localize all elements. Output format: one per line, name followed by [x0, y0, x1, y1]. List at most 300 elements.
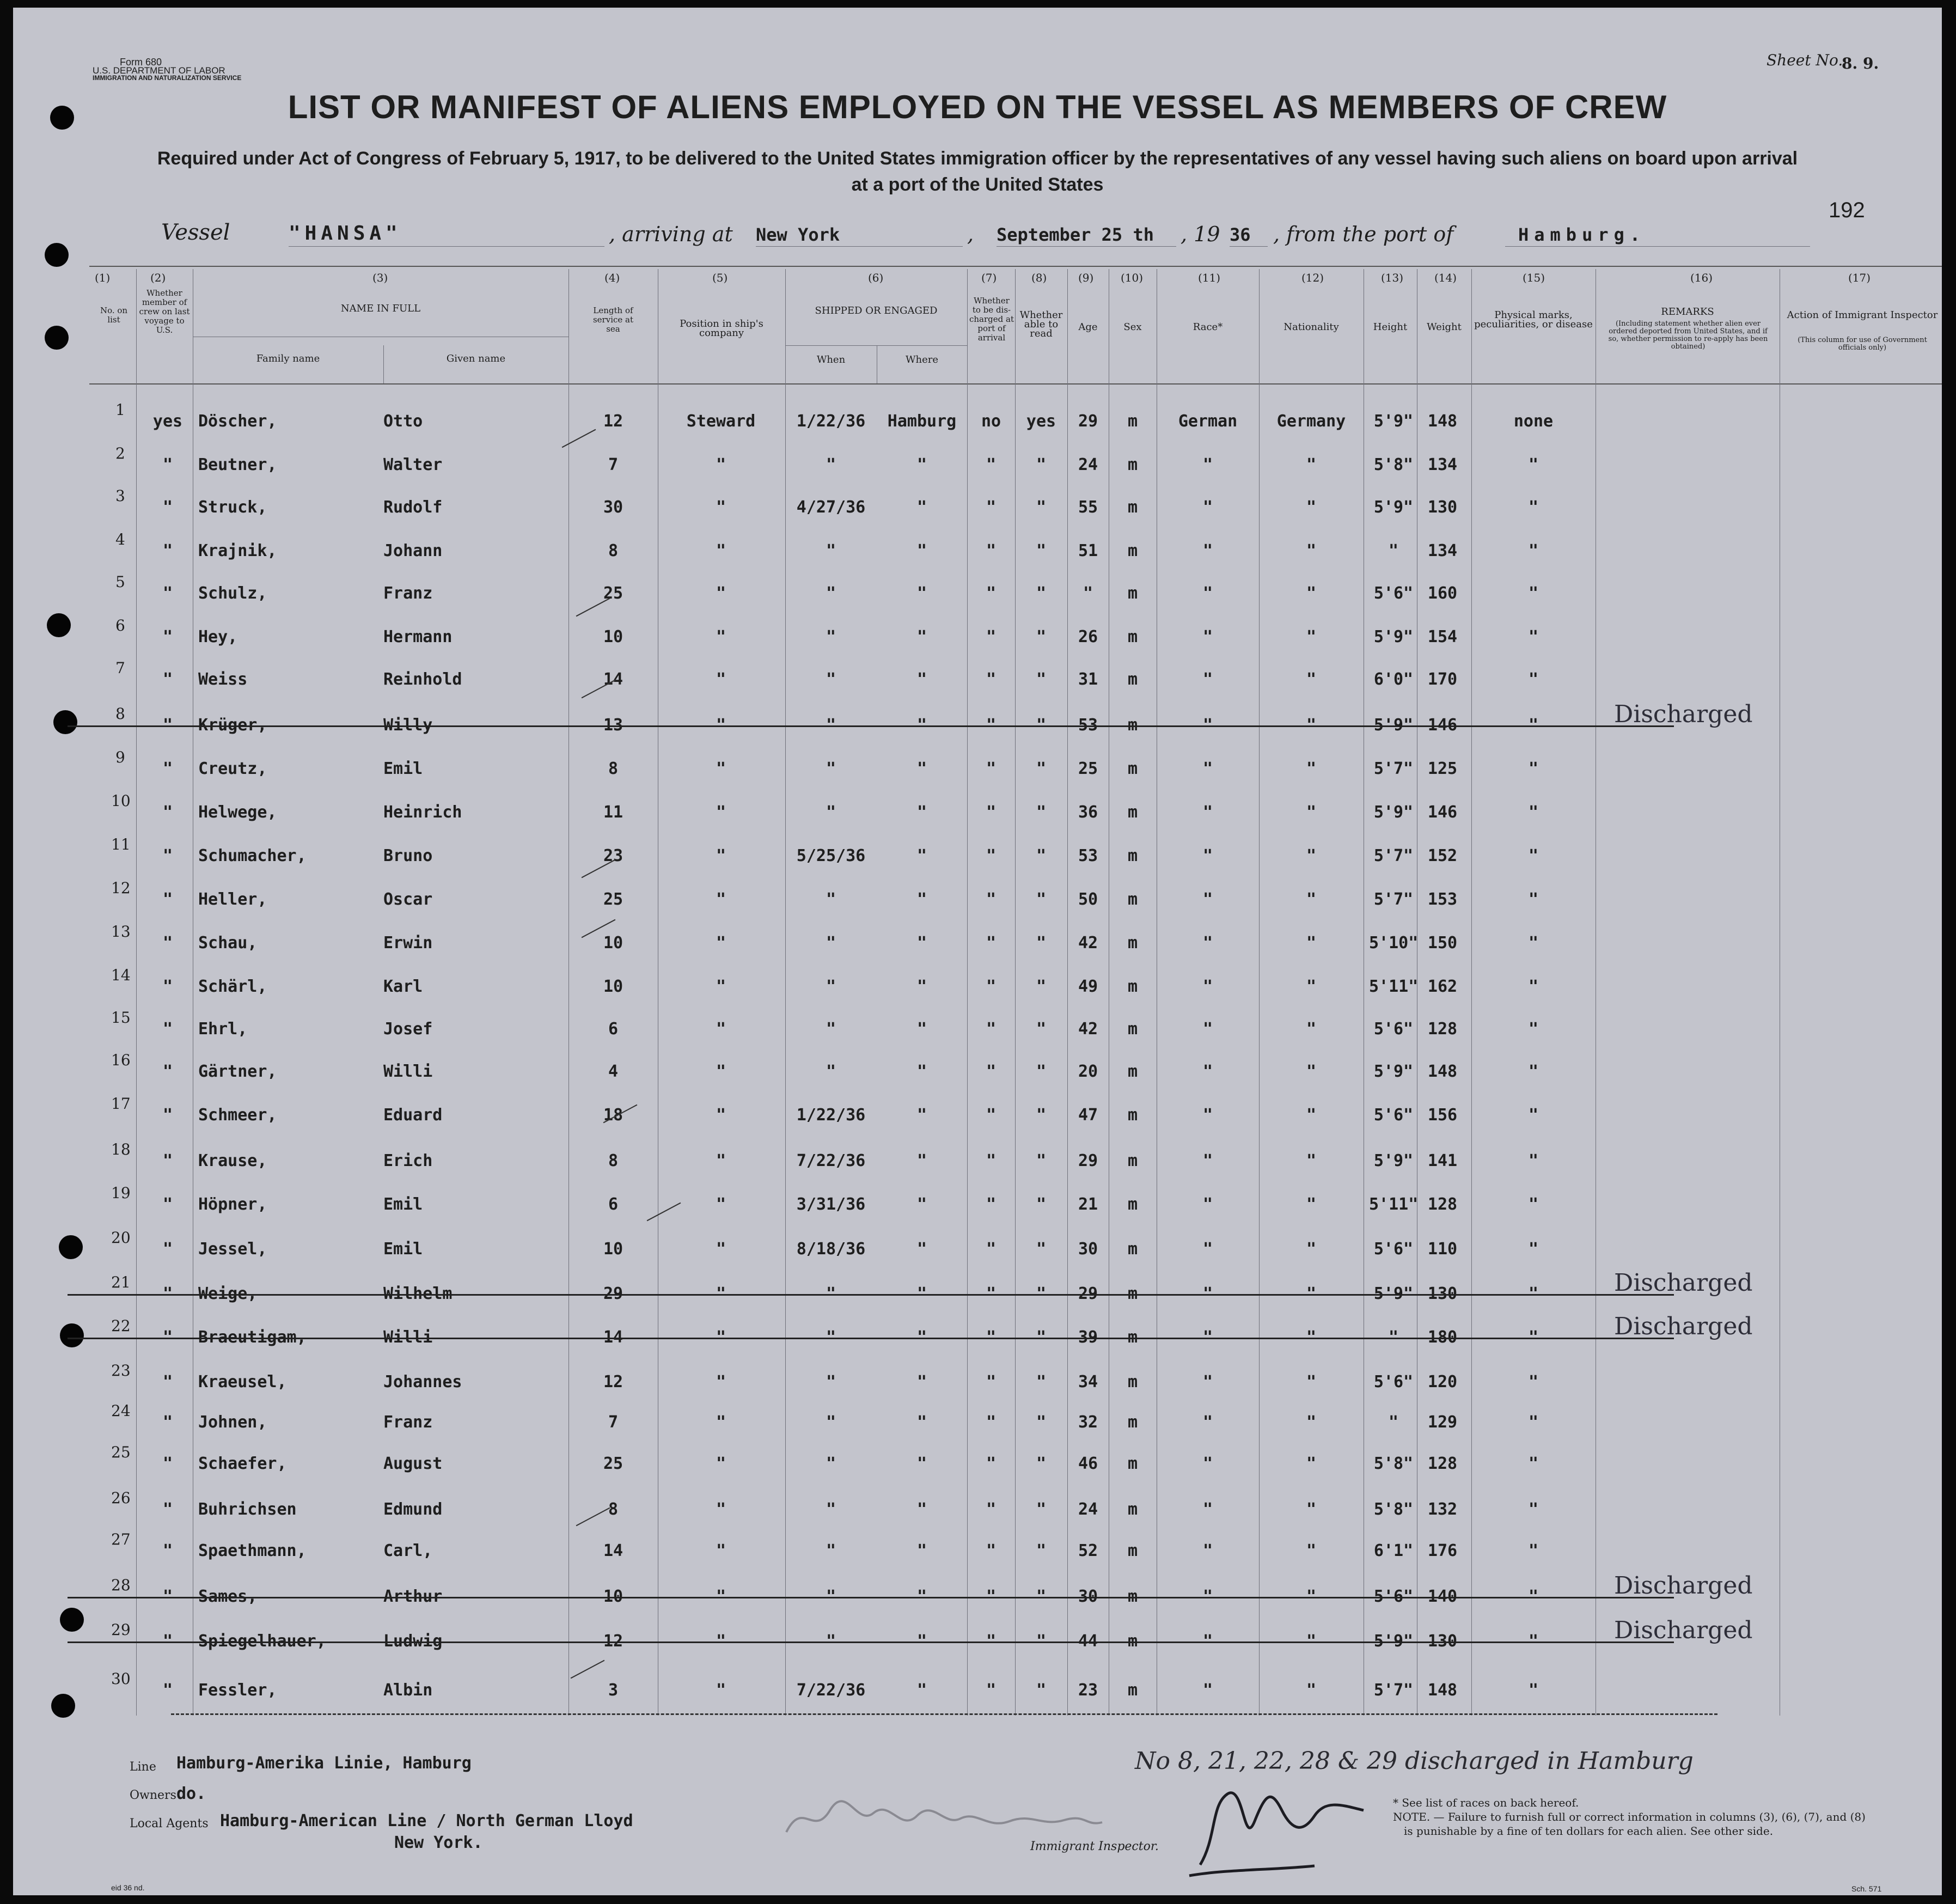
cell-family: Struck,: [198, 498, 267, 517]
cell-marks: ": [1528, 1284, 1539, 1303]
row-number: 4: [115, 530, 125, 548]
cell-where: ": [916, 1106, 927, 1125]
header-action-note: (This column for use of Government officials only): [1798, 336, 1927, 352]
cell-height: 5'9": [1373, 498, 1414, 517]
cell-nationality: ": [1306, 584, 1317, 603]
cell-age: 31: [1078, 670, 1098, 689]
cell-weight: 148: [1427, 1062, 1458, 1081]
cell-when: 7/22/36: [796, 1681, 866, 1700]
cell-family: Braeutigam,: [198, 1328, 307, 1347]
cell-nationality: ": [1306, 1151, 1317, 1170]
cell-height: ": [1388, 541, 1399, 560]
cell-prev: ": [162, 455, 173, 474]
cell-read: ": [1036, 803, 1047, 822]
cell-position: ": [716, 846, 726, 865]
cell-read: ": [1036, 759, 1047, 778]
cell-sex: m: [1127, 759, 1138, 778]
cell-height: 5'9": [1373, 716, 1414, 735]
cell-marks: ": [1528, 584, 1539, 603]
cell-age: 24: [1078, 1500, 1098, 1519]
cell-sex: m: [1127, 977, 1138, 996]
cell-weight: 146: [1427, 803, 1458, 822]
row-number: 2: [115, 444, 125, 462]
cell-given: Rudolf: [383, 498, 443, 517]
cell-prev: ": [162, 1587, 173, 1606]
cell-nationality: ": [1306, 1632, 1317, 1651]
cell-marks: ": [1528, 803, 1539, 822]
cell-family: Döscher,: [198, 412, 277, 431]
cell-where: ": [916, 1454, 927, 1473]
cell-race: ": [1202, 1195, 1213, 1214]
row-number: 20: [111, 1229, 131, 1247]
cell-service: 14: [603, 1541, 624, 1560]
cell-prev: ": [162, 890, 173, 909]
cell-position: ": [716, 1240, 726, 1259]
cell-service: 11: [603, 803, 624, 822]
cell-service: 23: [603, 846, 624, 865]
cell-read: ": [1036, 1062, 1047, 1081]
cell-family: Krüger,: [198, 716, 267, 735]
cell-family: Schumacher,: [198, 846, 307, 865]
row-number: 30: [111, 1670, 131, 1688]
cell-marks: ": [1528, 1240, 1539, 1259]
row-number: 27: [111, 1530, 131, 1548]
cell-weight: 134: [1427, 541, 1458, 560]
cell-race: ": [1202, 1062, 1213, 1081]
header-able-to-read: Whether able to read: [1019, 309, 1063, 339]
cell-nationality: ": [1306, 1106, 1317, 1125]
form-number: Form 680: [120, 57, 162, 68]
cell-nationality: ": [1306, 933, 1317, 953]
cell-prev: ": [162, 1681, 173, 1700]
punch-hole: [45, 326, 69, 350]
cell-prev: ": [162, 977, 173, 996]
cell-weight: 146: [1427, 716, 1458, 735]
cell-race: ": [1202, 759, 1213, 778]
cell-given: Oscar: [383, 890, 433, 909]
cell-family: Ehrl,: [198, 1020, 248, 1039]
cell-position: ": [716, 627, 726, 646]
cell-when: ": [826, 716, 836, 735]
cell-family: Beutner,: [198, 455, 277, 474]
cell-height: 6'0": [1373, 670, 1414, 689]
cell-family: Hey,: [198, 627, 238, 646]
schedule-code: Sch. 571: [1851, 1884, 1882, 1893]
cell-where: ": [916, 1151, 927, 1170]
cell-weight: 150: [1427, 933, 1458, 953]
cell-prev: ": [162, 1328, 173, 1347]
cell-service: 25: [603, 890, 624, 909]
cell-height: 5'9": [1373, 803, 1414, 822]
cell-read: ": [1036, 1500, 1047, 1519]
agents-city: New York.: [394, 1833, 483, 1852]
cell-prev: ": [162, 759, 173, 778]
cell-nationality: ": [1306, 627, 1317, 646]
cell-read: ": [1036, 584, 1047, 603]
cell-race: ": [1202, 1328, 1213, 1347]
cell-weight: 128: [1427, 1020, 1458, 1039]
cell-discharged: ": [986, 890, 997, 909]
cell-age: 52: [1078, 1541, 1098, 1560]
cell-sex: m: [1127, 1284, 1138, 1303]
cell-discharged: ": [986, 1151, 997, 1170]
header-shipped-engaged: SHIPPED OR ENGAGED: [815, 305, 938, 316]
cell-where: ": [916, 890, 927, 909]
row-number: 16: [111, 1051, 131, 1069]
cell-age: 30: [1078, 1587, 1098, 1606]
cell-race: ": [1202, 1681, 1213, 1700]
cell-height: 5'9": [1373, 412, 1414, 431]
cell-age: 29: [1078, 412, 1098, 431]
cell-when: ": [826, 1062, 836, 1081]
cell-discharged: ": [986, 1454, 997, 1473]
cell-race: ": [1202, 846, 1213, 865]
cell-weight: 154: [1427, 627, 1458, 646]
cell-nationality: ": [1306, 846, 1317, 865]
cell-age: 21: [1078, 1195, 1098, 1214]
cell-height: 5'6": [1373, 1240, 1414, 1259]
cell-discharged: ": [986, 1632, 997, 1651]
punch-hole: [59, 1235, 83, 1259]
cell-given: Hermann: [383, 627, 453, 646]
cell-marks: ": [1528, 890, 1539, 909]
cell-marks: ": [1528, 1454, 1539, 1473]
cell-prev: ": [162, 1195, 173, 1214]
cell-discharged: ": [986, 1020, 997, 1039]
header-when: When: [816, 354, 846, 365]
cell-prev: ": [162, 1062, 173, 1081]
cell-read: ": [1036, 1020, 1047, 1039]
cell-read: ": [1036, 1413, 1047, 1432]
cell-prev: ": [162, 1632, 173, 1651]
cell-height: 5'9": [1373, 1062, 1414, 1081]
cell-marks: ": [1528, 1500, 1539, 1519]
cell-marks: ": [1528, 759, 1539, 778]
cell-position: ": [716, 890, 726, 909]
cell-service: 7: [608, 455, 619, 474]
service-name: IMMIGRATION AND NATURALIZATION SERVICE: [93, 74, 242, 82]
cell-race: ": [1202, 1454, 1213, 1473]
cell-service: 25: [603, 1454, 624, 1473]
row-number: 6: [115, 617, 125, 634]
cell-sex: m: [1127, 1062, 1138, 1081]
cell-family: Gärtner,: [198, 1062, 277, 1081]
cell-given: Willi: [383, 1328, 433, 1347]
cell-position: ": [716, 455, 726, 474]
cell-given: Willi: [383, 1062, 433, 1081]
strikethrough-line: [68, 1641, 1674, 1643]
cell-height: 5'8": [1373, 455, 1414, 474]
cell-height: 5'6": [1373, 1106, 1414, 1125]
cell-weight: 141: [1427, 1151, 1458, 1170]
cell-nationality: ": [1306, 1681, 1317, 1700]
cell-read: ": [1036, 933, 1047, 953]
punch-hole: [60, 1608, 84, 1632]
cell-when: ": [826, 1454, 836, 1473]
column-number: (2): [150, 271, 166, 284]
cell-height: 5'11": [1369, 1195, 1419, 1214]
cell-sex: m: [1127, 1240, 1138, 1259]
cell-read: ": [1036, 498, 1047, 517]
cell-service: 12: [603, 1632, 624, 1651]
cell-given: Eduard: [383, 1106, 443, 1125]
cell-race: ": [1202, 1020, 1213, 1039]
cell-service: 8: [608, 541, 619, 560]
arriving-label: , arriving at: [609, 222, 733, 246]
cell-nationality: ": [1306, 1240, 1317, 1259]
cell-read: ": [1036, 1587, 1047, 1606]
cell-where: ": [916, 1632, 927, 1651]
vessel-name: "HANSA": [289, 222, 402, 245]
cell-age: 24: [1078, 455, 1098, 474]
cell-race: ": [1202, 1500, 1213, 1519]
cell-given: Franz: [383, 584, 433, 603]
cell-height: 5'10": [1369, 933, 1419, 953]
cell-weight: 170: [1427, 670, 1458, 689]
cell-age: 47: [1078, 1106, 1098, 1125]
cell-family: Krajnik,: [198, 541, 277, 560]
row-number: 28: [111, 1576, 131, 1594]
cell-read: ": [1036, 1454, 1047, 1473]
row-number: 29: [111, 1621, 131, 1639]
header-member-of-crew: Whether member of crew on last voyage to U.S.: [139, 288, 190, 335]
cell-prev: yes: [152, 412, 183, 431]
cell-age: 53: [1078, 716, 1098, 735]
cell-marks: ": [1528, 846, 1539, 865]
cell-marks: ": [1528, 1020, 1539, 1039]
column-number: (1): [95, 271, 111, 284]
cell-where: ": [916, 1413, 927, 1432]
cell-sex: m: [1127, 1020, 1138, 1039]
cell-nationality: ": [1306, 1062, 1317, 1081]
cell-where: ": [916, 541, 927, 560]
cell-prev: ": [162, 1106, 173, 1125]
cell-when: ": [826, 541, 836, 560]
cell-marks: none: [1513, 412, 1554, 431]
cell-nationality: ": [1306, 1372, 1317, 1392]
cell-prev: ": [162, 1020, 173, 1039]
cell-marks: ": [1528, 1541, 1539, 1560]
local-agents: Hamburg-American Line / North German Lloyd: [220, 1811, 633, 1830]
cell-where: ": [916, 1681, 927, 1700]
header-remarks-note: (Including statement whether alien ever ordered deported from United States, and if so, whether permission to re-apply has been obtained): [1608, 320, 1768, 351]
manifest-sheet: Form 680 U.S. DEPARTMENT OF LABOR IMMIGRATION AND NATURALIZATION SERVICE Sheet No. 8. 9. 192 LIST OR MANIFEST OF ALIENS EMPLOYED ON THE VESSEL AS MEMBERS OF CREW Required under Act of Congress of February 5, 1917, to be delivered to the United States immigration officer by the representatives of any vessel having such aliens on board upon arrival at a port of the United States Vessel "HANSA" , arriving at New York , September 25 th , 19 36 , from the port of Hamburg. (1) (2) (3) (4) (5) (6) (7) (8) (9) (10) (11) (12) (13) (14) (15) (16) (17) No. on list Whether member of crew on last voyage to U.S. NAME IN FULL Family name Given name Length of service at sea Position in ship's company SHIPPED OR ENGAGED When Where Whether to be dis-charged at port of arrival Whether able to read Age Sex Race* Nationality Height Weight Physical marks, peculiarities, or disease REMARKS (Including statement whether alien ever ordered deported from United States, and if so, whether permission to re-apply has been obtained) Action of Immigrant Inspector (This column for use of Government officials only) 1 yes Döscher, Otto 12 Steward 1/22/36 Hamburg no yes 29 m German Germany 5'9" 148 none 2 " Beutner, Walter 7 " " " " " 24 m " " 5'8" 134 " 3 " Struck, Rudolf 30 " 4/27/36 " " " 55 m " " 5'9" 130 " 4 " Krajnik, Johann 8 " " " " " 51 m " " " 134 " 5 " Schulz, Franz 25 " " " " " " m " " 5'6" 160 " 6 " Hey, Hermann 10 " " " " " 26 m " " 5'9" 154 " 7 " Weiss Reinhold 14 " " " " " 31 m " " 6'0" 170 " 8 " Krüger, Willy 13 " " " " " 53 m " " 5'9" 146 " Discharged 9 " Creutz, Emil 8 " " " " " 25 m " " 5'7" 125 " 10 " Helwege, Heinrich 11 " " " " " 36 m " " 5'9" 146 " 11 " Schumacher, Bruno 23 " 5/25/36 " " " 53 m " " 5'7" 152 " 12 " Heller, Oscar 25 " " " " " 50 m " " 5'7" 153 " 13 " Schau, Erwin 10 " " " " " 42 m " " 5'10" 150 " 14 " Schärl, Karl 10 " " " " " 49 m " " 5'11" 162 " 15 " Ehrl, Josef 6 " " " " " 42 m " " 5'6" 128 " 16 " Gärtner, Willi 4 " " " " " 20 m " " 5'9" 148 " 17 " Schmeer, Eduard 18 " 1/22/36 " " " 47 m " " 5'6" 156 " 18 " Krause, Erich 8 " 7/22/36 " " " 29 m " " 5'9" 141 " 19 " Höpner, Emil 6 " 3/31/36 " " " 21 m " " 5'11" 128 " 20 " Jessel, Emil 10 " 8/18/36 " " " 30 m " " 5'6" 110 " 21 " Weige, Wilhelm 29 " " " " " 29 m " " 5'9" 130 " Discharged 22 " Braeutigam, Willi 14 " " " " " 39 m " " " 180 " Discharged 23 " Kraeusel, Johannes 12 " " " " " 34 m " " 5'6" 120 " 24 " Johnen, Franz 7 " " " " " 32 m " " " 129 " 25 " Schaefer, August 25 " " " " " 46 m " " 5'8" 128 " 26 " Buhrichsen Edmund 8 " " " " " 24 m " " 5'8" 132 " 27 " Spaethmann, Carl, 14 " " " " " 52 m " " 6'1" 176 " 28 " Sames, Arthur 10 " " " " " 30 m " " 5'6" 140 " Discharged 29 " Spiegelhauer, Ludwig 12 " " " " " 44 m " " 5'9" 130 " Discharged 30 " Fessler, Albin 3 " 7/22/36 " " " 23 m " " 5'7" 148 " No 8, 21, 22, 28 & 29 discharged in Hamburg Line Hamburg-Amerika Linie, Hamburg Owners do. Local Agents Hamburg-American Line / North German Lloyd New York. Immigrant Inspector. * See list of races on back hereof. NOTE. — Failure to furnish full or correct information in columns (3), (6), (7), and (8) is punishable by a fine of ten dollars for each alien. See other side. eid 36 nd. Sch. 571: [13, 8, 1942, 1895]
cell-when: 1/22/36: [796, 412, 866, 431]
cell-height: 5'6": [1373, 1587, 1414, 1606]
cell-discharged: ": [986, 846, 997, 865]
cell-position: ": [716, 1454, 726, 1473]
cell-race: ": [1202, 977, 1213, 996]
departure-port: Hamburg.: [1518, 224, 1646, 245]
header-discharged: Whether to be dis-charged at port of arrival: [969, 296, 1014, 343]
cell-service: 12: [603, 1372, 624, 1392]
cell-family: Kraeusel,: [198, 1372, 287, 1392]
cell-nationality: ": [1306, 498, 1317, 517]
header-nationality: Nationality: [1283, 321, 1339, 333]
cell-discharged: ": [986, 803, 997, 822]
cell-marks: ": [1528, 1062, 1539, 1081]
cell-race: ": [1202, 1413, 1213, 1432]
cell-given: Heinrich: [383, 803, 462, 822]
column-number: (4): [604, 271, 620, 284]
cell-family: Schaefer,: [198, 1454, 287, 1473]
cell-when: ": [826, 1587, 836, 1606]
column-number: (6): [868, 271, 884, 284]
cell-age: 42: [1078, 933, 1098, 953]
cell-age: 39: [1078, 1328, 1098, 1347]
cell-marks: ": [1528, 455, 1539, 474]
cell-position: ": [716, 803, 726, 822]
cell-read: ": [1036, 1328, 1047, 1347]
cell-marks: ": [1528, 541, 1539, 560]
cell-discharged: ": [986, 1195, 997, 1214]
cell-position: ": [716, 1632, 726, 1651]
manifest-subtitle: Required under Act of Congress of February 5, 1917, to be delivered to the United States immigration officer by the representatives of any vessel having such aliens on board upon arrival: [157, 148, 1798, 169]
cell-position: ": [716, 541, 726, 560]
strikethrough-line: [68, 1338, 1674, 1339]
cell-service: 3: [608, 1681, 619, 1700]
cell-discharged: ": [986, 1328, 997, 1347]
cell-height: 5'8": [1373, 1454, 1414, 1473]
cell-race: ": [1202, 803, 1213, 822]
cell-marks: ": [1528, 1587, 1539, 1606]
cell-nationality: ": [1306, 1328, 1317, 1347]
row-number: 22: [111, 1317, 131, 1335]
cell-where: ": [916, 933, 927, 953]
cell-sex: m: [1127, 412, 1138, 431]
cell-when: ": [826, 1632, 836, 1651]
cell-prev: ": [162, 1413, 173, 1432]
cell-service: 8: [608, 1151, 619, 1170]
cell-given: August: [383, 1454, 443, 1473]
discharged-stamp: Discharged: [1614, 1269, 1753, 1297]
cell-service: 12: [603, 412, 624, 431]
cell-when: ": [826, 1328, 836, 1347]
row-number: 21: [111, 1273, 131, 1291]
cell-age: 55: [1078, 498, 1098, 517]
cell-weight: 180: [1427, 1328, 1458, 1347]
cell-when: 3/31/36: [796, 1195, 866, 1214]
punch-hole: [60, 1323, 84, 1347]
signature-inspector: [1178, 1772, 1385, 1881]
cell-marks: ": [1528, 1681, 1539, 1700]
cell-sex: m: [1127, 1587, 1138, 1606]
cell-weight: 152: [1427, 846, 1458, 865]
cell-discharged: ": [986, 759, 997, 778]
cell-read: ": [1036, 1681, 1047, 1700]
cell-prev: ": [162, 498, 173, 517]
cell-when: ": [826, 803, 836, 822]
cell-when: ": [826, 1284, 836, 1303]
penalty-note: NOTE. — Failure to furnish full or correct information in columns (3), (6), (7), and (8): [1393, 1810, 1866, 1823]
strikethrough-line: [68, 1597, 1674, 1598]
vessel-label: Vessel: [161, 220, 230, 245]
row-number: 1: [115, 401, 125, 419]
cell-read: ": [1036, 716, 1047, 735]
cell-height: 5'9": [1373, 1632, 1414, 1651]
cell-marks: ": [1528, 1413, 1539, 1432]
cell-service: 14: [603, 670, 624, 689]
header-action: Action of Immigrant Inspector: [1787, 309, 1938, 321]
cell-where: ": [916, 977, 927, 996]
line-label: Line: [130, 1760, 156, 1774]
cell-where: ": [916, 1284, 927, 1303]
races-note: * See list of races on back hereof.: [1393, 1796, 1579, 1809]
agents-label: Local Agents: [130, 1817, 209, 1830]
cell-position: ": [716, 1541, 726, 1560]
cell-prev: ": [162, 670, 173, 689]
cell-service: 8: [608, 1500, 619, 1519]
header-family-name: Family name: [256, 353, 320, 364]
cell-read: ": [1036, 1240, 1047, 1259]
cell-sex: m: [1127, 890, 1138, 909]
cell-sex: m: [1127, 455, 1138, 474]
cell-position: ": [716, 1500, 726, 1519]
cell-nationality: ": [1306, 977, 1317, 996]
cell-family: Helwege,: [198, 803, 277, 822]
header-weight: Weight: [1427, 321, 1462, 333]
cell-race: ": [1202, 627, 1213, 646]
cell-prev: ": [162, 541, 173, 560]
cell-position: ": [716, 1195, 726, 1214]
cell-position: ": [716, 670, 726, 689]
cell-family: Schärl,: [198, 977, 267, 996]
cell-where: ": [916, 498, 927, 517]
sheet-label: Sheet No.: [1766, 51, 1843, 69]
row-number: 8: [115, 705, 125, 723]
cell-where: ": [916, 1020, 927, 1039]
cell-given: Franz: [383, 1413, 433, 1432]
page-number: 192: [1829, 198, 1865, 222]
cell-family: Jessel,: [198, 1240, 267, 1259]
cell-given: Emil: [383, 1240, 423, 1259]
cell-nationality: ": [1306, 1541, 1317, 1560]
cell-race: ": [1202, 498, 1213, 517]
cell-service: 10: [603, 627, 624, 646]
cell-where: ": [916, 670, 927, 689]
cell-age: 34: [1078, 1372, 1098, 1392]
cell-weight: 128: [1427, 1454, 1458, 1473]
cell-age: 25: [1078, 759, 1098, 778]
cell-age: 44: [1078, 1632, 1098, 1651]
cell-sex: m: [1127, 933, 1138, 953]
cell-where: ": [916, 1240, 927, 1259]
sheet-number: 8. 9.: [1842, 54, 1879, 72]
cell-where: ": [916, 584, 927, 603]
cell-weight: 153: [1427, 890, 1458, 909]
cell-sex: m: [1127, 1195, 1138, 1214]
cell-service: 10: [603, 977, 624, 996]
cell-read: ": [1036, 1284, 1047, 1303]
cell-position: ": [716, 1106, 726, 1125]
cell-position: ": [716, 584, 726, 603]
cell-given: Willy: [383, 716, 433, 735]
discharged-stamp: Discharged: [1614, 1616, 1753, 1644]
cell-sex: m: [1127, 541, 1138, 560]
cell-service: 14: [603, 1328, 624, 1347]
cell-marks: ": [1528, 498, 1539, 517]
cell-service: 29: [603, 1284, 624, 1303]
header-length-of-service: Length of service at sea: [592, 306, 634, 334]
header-race: Race*: [1193, 321, 1223, 333]
cell-family: Weiss: [198, 670, 248, 689]
row-number: 9: [115, 748, 125, 766]
cell-age: 29: [1078, 1151, 1098, 1170]
cell-prev: ": [162, 1372, 173, 1392]
cell-marks: ": [1528, 1328, 1539, 1347]
column-number: (9): [1078, 271, 1094, 284]
row-number: 19: [111, 1184, 131, 1202]
